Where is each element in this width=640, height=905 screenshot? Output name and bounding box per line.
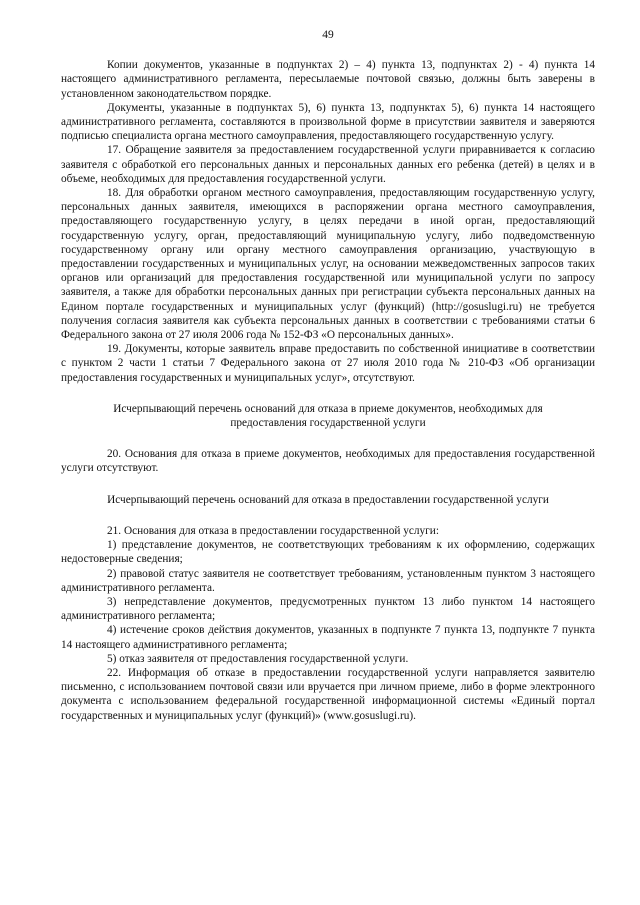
section-heading-refusal-acceptance: Исчерпывающий перечень оснований для отказа в приеме документов, необходимых для предоставления государственной услуги [113, 402, 543, 430]
paragraph-22-refusal-notice: 22. Информация об отказе в предоставлении государственной услуги направляется заявителю письменно, с использованием почтовой связи или вручается при личном приеме, либо в форме электронного документа с использованием федеральной государственной информационной системы «Единый портал государственных и муниципальных услуг (функций)» (www.gosuslugi.ru). [61, 666, 595, 722]
list-item-ground-3: 3) непредставление документов, предусмотренных пунктом 13 либо пунктом 14 настоящего административного регламента; [61, 595, 595, 623]
list-item-ground-2: 2) правовой статус заявителя не соответствует требованиям, установленным пунктом 3 настоящего административного регламента. [61, 567, 595, 594]
paragraph-17-consent: 17. Обращение заявителя за предоставлением государственной услуги приравнивается к согласию заявителя с обработкой его персональных данных и персональных данных его ребенка (детей) в целях и в объеме, необходимых для предоставления государственной услуги. [61, 144, 595, 185]
list-item-ground-1: 1) представление документов, не соответствующих требованиям к их оформлению, содержащих недостоверные сведения; [61, 539, 595, 566]
spacer [61, 430, 595, 447]
paragraph-21-grounds-intro: 21. Основания для отказа в предоставлении государственной услуги: [107, 524, 439, 537]
list-item-ground-5: 5) отказ заявителя от предоставления государственной услуги. [107, 652, 409, 665]
page-number: 49 [322, 29, 334, 41]
paragraph-20-no-grounds: 20. Основания для отказа в приеме документов, необходимых для предоставления государственной услуги отсутствуют. [61, 448, 595, 475]
paragraph-19-optional-documents: 19. Документы, которые заявитель вправе предоставить по собственной инициативе в соответствии с пунктом 2 части 1 статьи 7 Федерального закона от 27 июля 2010 года № 210-ФЗ «Об организации предоставления государственных и муниципальных услуг», отсутствуют. [61, 343, 595, 384]
paragraph-copies-certification: Копии документов, указанные в подпунктах 2) – 4) пункта 13, подпунктах 2) - 4) пункта 14 настоящего административного регламента, пересылаемые почтовой связью, должны быть заверены в установленном законодательством порядке. [61, 59, 595, 100]
paragraph-documents-drafted: Документы, указанные в подпунктах 5), 6) пункта 13, подпунктах 5), 6) пункта 14 настоящего административного регламента, составляются в произвольной форме в присутствии заявителя и заверяются подписью специалиста органа местного самоуправления, предоставляющего государственную услугу. [61, 101, 595, 143]
spacer [61, 476, 595, 493]
list-item-ground-4: 4) истечение сроков действия документов, указанных в подпункте 7 пункта 13, подпункте 7 пункта 14 настоящего административного регламента; [61, 624, 595, 651]
spacer [61, 507, 595, 524]
paragraph-18-personal-data: 18. Для обработки органом местного самоуправления, предоставляющим государственную услугу, персональных данных заявителя, имеющихся в распоряжении органа местного самоуправления, предоставляющего государственную услугу, в целях передачи в иной орган, предоставляющий государственную услугу, орган, предоставляющий муниципальную услугу, либо подведомственную государственному органу или органу местного самоуправления организацию, участвующую в предоставлении государственных и муниципальных услуг, на основании межведомственных запросов таких органов или организаций для предоставления государственной или муниципальной услуги по запросу заявителя, а также для обработки персональных данных при регистрации субъекта персональных данных на Едином портале государственных и муниципальных услуг (функций) (http://gosuslugi.ru) не требуется получения согласия заявителя как субъекта персональных данных в соответствии с требованиями статьи 6 Федерального закона от 27 июля 2006 года № 152-ФЗ «О персональных данных». [61, 187, 595, 342]
section-heading-refusal-service: Исчерпывающий перечень оснований для отказа в предоставлении государственной услуги [107, 493, 549, 506]
spacer [61, 385, 595, 402]
document-page [61, 28, 595, 723]
